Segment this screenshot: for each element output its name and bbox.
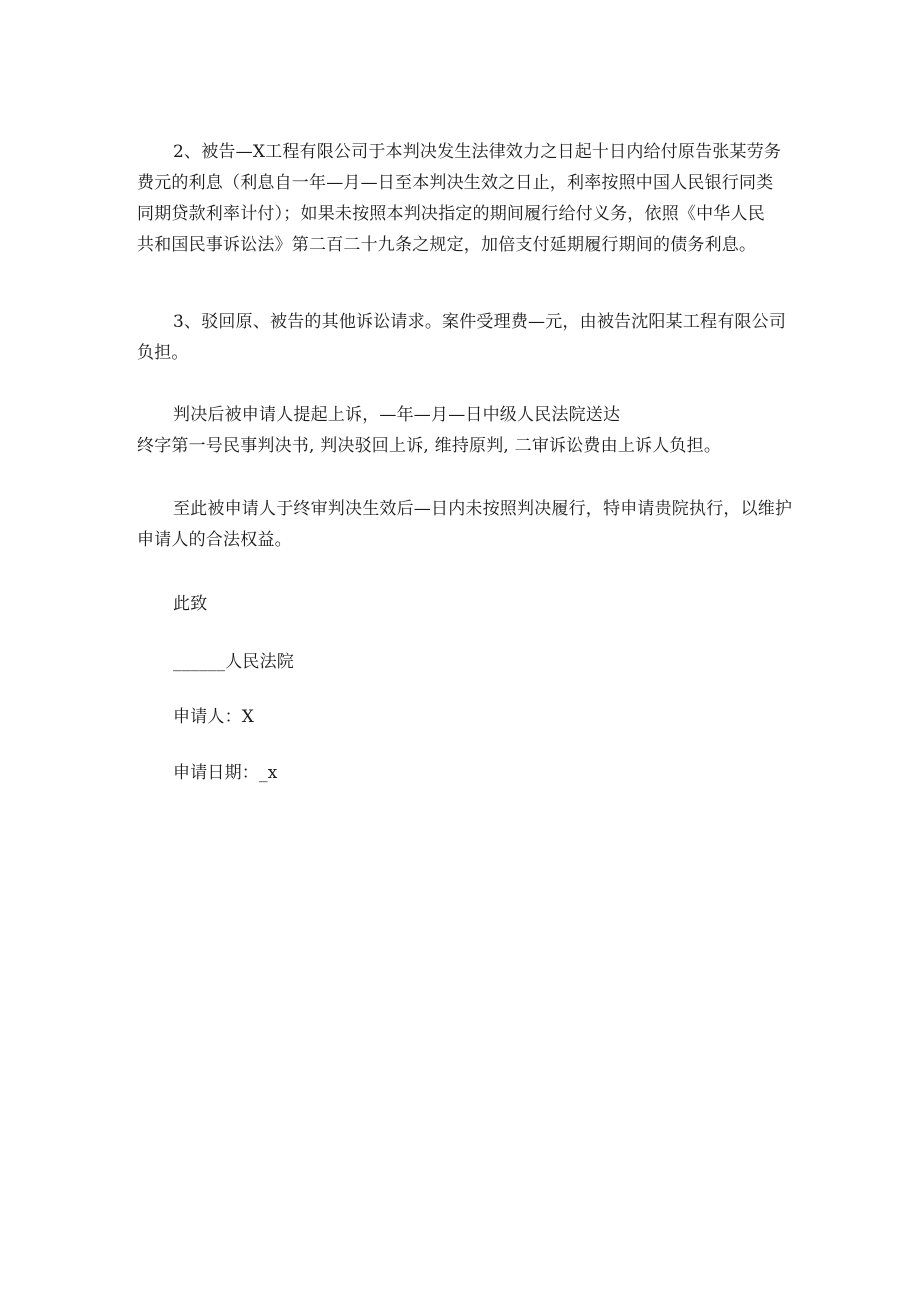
paragraph-item-2	[137, 137, 787, 261]
applicant-line: 申请人：X	[173, 707, 255, 727]
text-line: 共和国民事诉讼法》第二百二十九条之规定，加倍支付延期履行期间的债务利息。	[137, 235, 757, 255]
text-line: 终字第一号民事判决书, 判决驳回上诉, 维持原判, 二审诉讼费由上诉人负担。	[137, 436, 722, 456]
court-name: ______人民法院	[173, 652, 294, 672]
text-line: 同期贷款利率计付）；如果未按照本判决指定的期间履行给付义务，依照《中华人民	[137, 204, 765, 224]
text-line: 判决后被申请人提起上诉，—年—月—日中级人民法院送达	[173, 405, 621, 425]
paragraph-appeal	[137, 400, 787, 462]
text-line: 申请人的合法权益。	[137, 530, 292, 550]
closing-salutation: 此致	[173, 594, 208, 614]
text-line: 费元的利息（利息自一年—月—日至本判决生效之日止，利率按照中国人民银行同类	[137, 173, 774, 193]
paragraph-item-3	[137, 307, 787, 369]
text-line: 负担。	[137, 343, 189, 363]
text-line: 2、被告—X工程有限公司于本判决发生法律效力之日起十日内给付原告张某劳务	[173, 142, 782, 162]
paragraph-request	[137, 494, 793, 556]
application-date: 申请日期：_x	[173, 763, 278, 783]
text-line: 3、驳回原、被告的其他诉讼请求。案件受理费—元，由被告沈阳某工程有限公司	[173, 312, 787, 332]
text-line: 至此被申请人于终审判决生效后—日内未按照判决履行，特申请贵院执行，以维护	[173, 499, 793, 519]
